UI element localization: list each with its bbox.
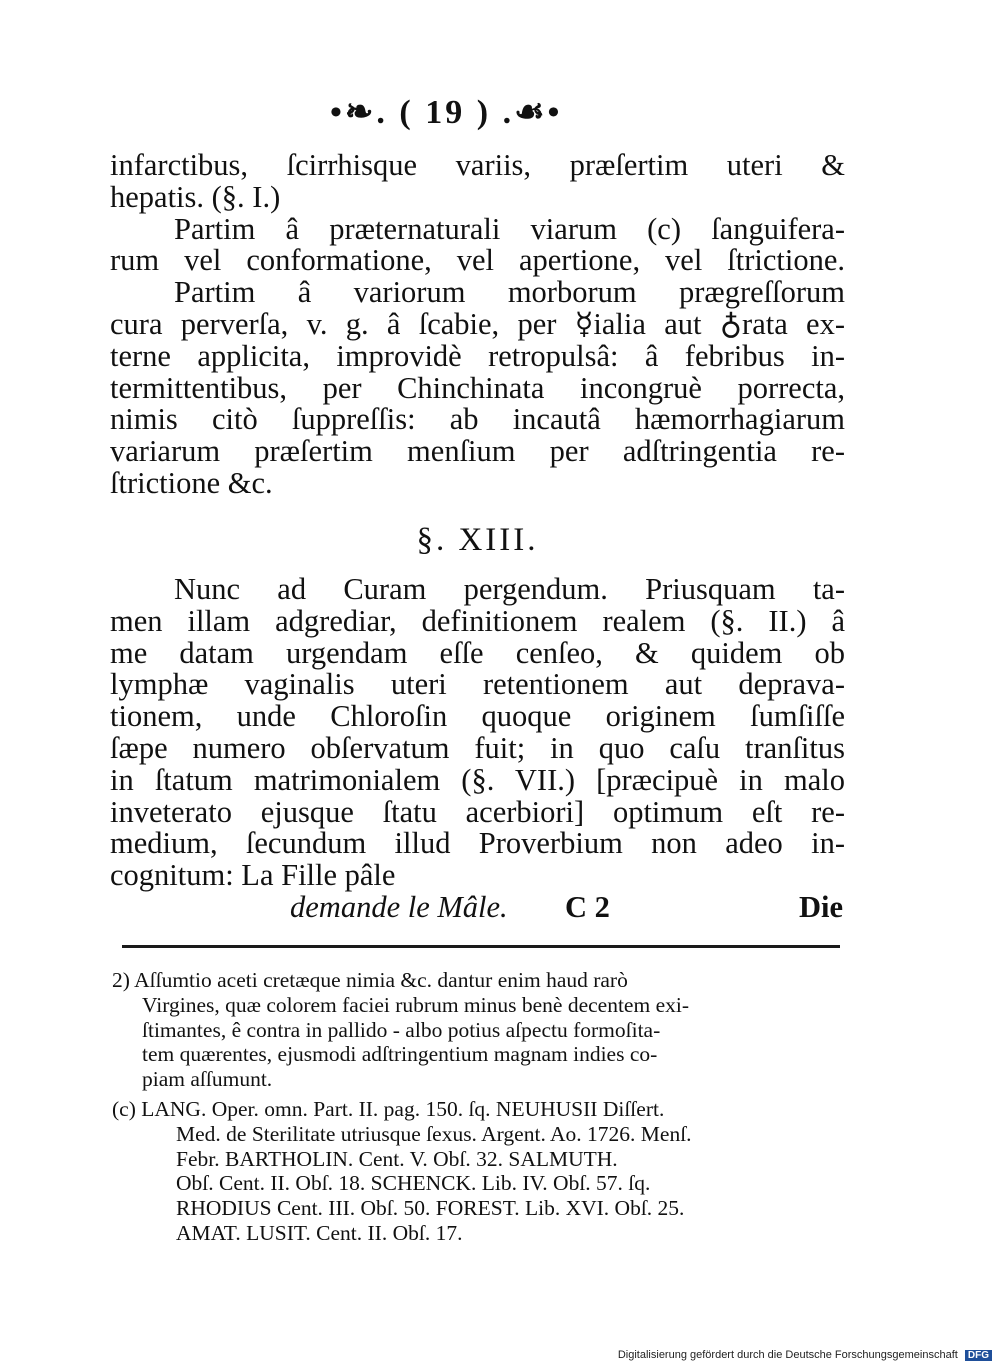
text-line: medium, ſecundum illud Proverbium non adeo in-: [110, 826, 845, 861]
signature-line: [110, 890, 845, 930]
footnote-line: (c) LANG. Oper. omn. Part. II. pag. 150. ſq. NEUHUSII Diſſert.: [112, 1097, 665, 1121]
running-header: [330, 92, 630, 132]
footnote-line: Obſ. Cent. II. Obſ. 18. SCHENCK. Lib. IV. Obſ. 57. ſq.: [176, 1171, 651, 1196]
text-line: cognitum: La Fille pâle: [110, 858, 396, 893]
footnote-line: tem quærentes, ejusmodi adſtringentium magnam indies co-: [142, 1042, 658, 1067]
text-line: Nunc ad Curam pergendum. Priusquam ta-: [174, 572, 845, 606]
footnote-line: piam aſſumunt.: [142, 1067, 273, 1092]
footnote-line: Febr. BARTHOLIN. Cent. V. Obſ. 32. SALMUTH.: [176, 1146, 618, 1171]
credit-text: Digitalisierung gefördert durch die Deutsche Forschungsgemeinschaft: [617, 1349, 958, 1361]
text-line: Partim â præternaturali viarum (c) ſanguifera-: [174, 211, 845, 246]
text-line: variarum præſertim menſium per adſtringentia re-: [110, 434, 845, 469]
text-line: Partim â variorum morborum prægreſſorum: [174, 275, 845, 310]
footnote-line: RHODIUS Cent. III. Obſ. 50. FOREST. Lib. XVI. Obſ. 25.: [176, 1196, 685, 1221]
page-number: ( 19 ): [399, 94, 492, 131]
text-line: rum vel conformatione, vel apertione, vel ſtrictione.: [110, 243, 845, 278]
text-line: lymphæ vaginalis uteri retentionem aut deprava-: [110, 667, 845, 702]
body-text-upper: [110, 150, 845, 500]
footnote-c: [112, 1097, 847, 1246]
text-line: termittentibus, per Chinchinata incongruè porrecta,: [110, 370, 845, 405]
text-line: men illam adgrediar, definitionem realem (§. II.) â: [110, 603, 845, 638]
text-line: tionem, unde Chloroſin quoque originem ſumſiſſe: [110, 699, 845, 734]
signature-mark: C 2: [565, 890, 610, 924]
text-line: cura perverſa, v. g. â ſcabie, per ☿ialia aut ♁rata ex-: [110, 306, 845, 341]
body-text-lower: [110, 574, 845, 892]
header-ornament-right: .☙•: [502, 94, 563, 131]
footnote-2: [112, 968, 847, 1092]
digitization-credit: [618, 1349, 992, 1361]
section-heading: §. XIII.: [416, 522, 539, 558]
text-line: infarctibus, ſcirrhisque variis, præſertim uteri &: [110, 148, 845, 182]
text-line: me datam urgendam eſſe cenſeo, & quidem ob: [110, 635, 845, 670]
text-line: in ſtatum matrimonialem (§. VII.) [præcipuè in malo: [110, 762, 845, 797]
text-line: inveterato ejusque ſtatu acerbiori] optimum eſt re-: [110, 794, 845, 829]
footnote-line: AMAT. LUSIT. Cent. II. Obſ. 17.: [176, 1220, 463, 1245]
text-line: hepatis. (§. I.): [110, 179, 281, 214]
footnote-line: 2) Aſſumtio aceti cretæque nimia &c. dantur enim haud rarò: [112, 968, 628, 992]
text-line: terne applicita, improvidè retropulsâ: â febribus in-: [110, 338, 845, 373]
text-line: ſtrictione &c.: [110, 465, 273, 500]
footnote-line: Virgines, quæ colorem faciei rubrum minus benè decentem exi-: [142, 992, 689, 1017]
footnote-divider: [122, 945, 840, 948]
text-line: nimis citò ſuppreſſis: ab incautâ hæmorrhagiarum: [110, 402, 845, 437]
proverb-ending: demande le Mâle.: [290, 890, 508, 924]
footnote-line: ſtimantes, ê contra in pallido - albo potius aſpectu formoſita-: [142, 1017, 661, 1042]
header-ornament-left: •❧.: [330, 94, 388, 131]
catchword: Die: [798, 890, 843, 924]
footnote-line: Med. de Sterilitate utriusque ſexus. Argent. Ao. 1726. Menſ.: [176, 1121, 692, 1146]
dfg-logo: DFG: [965, 1350, 992, 1361]
text-line: ſæpe numero obſervatum fuit; in quo caſu tranſitus: [110, 730, 845, 765]
